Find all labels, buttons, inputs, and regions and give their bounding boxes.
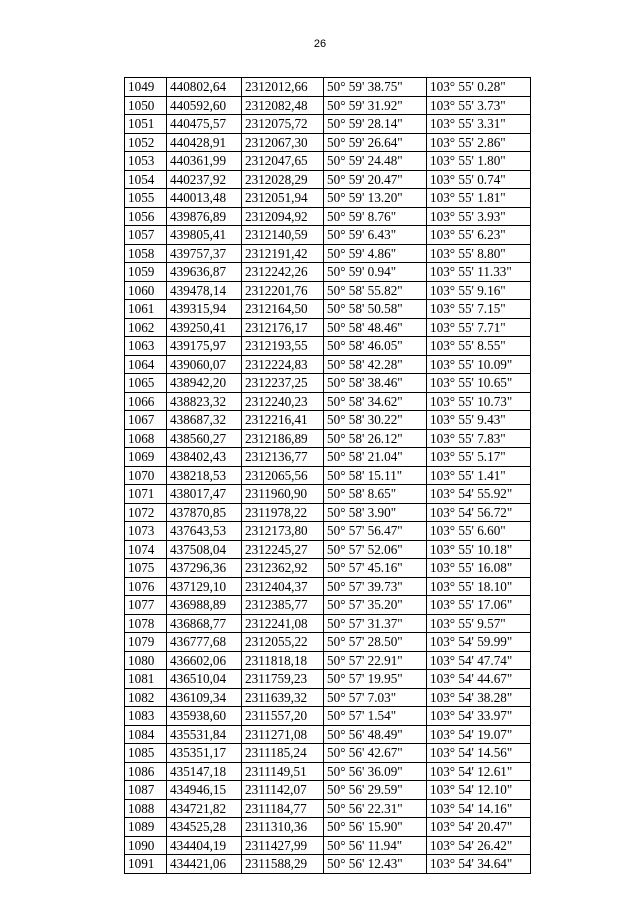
longitude-cell: 103° 55' 11.33"	[427, 263, 531, 282]
latitude-cell: 50° 56' 36.09"	[324, 762, 427, 781]
latitude-cell: 50° 59' 28.14"	[324, 115, 427, 134]
table-row	[125, 133, 531, 152]
x-coordinate-cell: 437643,53	[167, 522, 242, 541]
point-number-cell: 1065	[125, 374, 167, 393]
table-row	[125, 522, 531, 541]
x-coordinate-cell: 439478,14	[167, 281, 242, 300]
point-number-cell: 1077	[125, 596, 167, 615]
x-coordinate-cell: 439060,07	[167, 355, 242, 374]
longitude-cell: 103° 55' 7.71"	[427, 318, 531, 337]
table-row	[125, 799, 531, 818]
table-row	[125, 651, 531, 670]
latitude-cell: 50° 58' 34.62"	[324, 392, 427, 411]
latitude-cell: 50° 59' 31.92"	[324, 96, 427, 115]
latitude-cell: 50° 57' 19.95"	[324, 670, 427, 689]
latitude-cell: 50° 58' 21.04"	[324, 448, 427, 467]
latitude-cell: 50° 57' 28.50"	[324, 633, 427, 652]
y-coordinate-cell: 2312362,92	[242, 559, 324, 578]
latitude-cell: 50° 56' 48.49"	[324, 725, 427, 744]
latitude-cell: 50° 59' 8.76"	[324, 207, 427, 226]
x-coordinate-cell: 439636,87	[167, 263, 242, 282]
longitude-cell: 103° 54' 14.16"	[427, 799, 531, 818]
longitude-cell: 103° 55' 1.80"	[427, 152, 531, 171]
table-row	[125, 670, 531, 689]
table-row	[125, 448, 531, 467]
y-coordinate-cell: 2311184,77	[242, 799, 324, 818]
table-row	[125, 429, 531, 448]
x-coordinate-cell: 436602,06	[167, 651, 242, 670]
longitude-cell: 103° 55' 9.43"	[427, 411, 531, 430]
point-number-cell: 1049	[125, 78, 167, 97]
y-coordinate-cell: 2312385,77	[242, 596, 324, 615]
x-coordinate-cell: 440013,48	[167, 189, 242, 208]
point-number-cell: 1080	[125, 651, 167, 670]
table-row	[125, 707, 531, 726]
x-coordinate-cell: 438823,32	[167, 392, 242, 411]
y-coordinate-cell: 2312245,27	[242, 540, 324, 559]
longitude-cell: 103° 54' 34.64"	[427, 855, 531, 874]
latitude-cell: 50° 57' 31.37"	[324, 614, 427, 633]
latitude-cell: 50° 58' 50.58"	[324, 300, 427, 319]
y-coordinate-cell: 2312012,66	[242, 78, 324, 97]
latitude-cell: 50° 56' 22.31"	[324, 799, 427, 818]
x-coordinate-cell: 439175,97	[167, 337, 242, 356]
x-coordinate-cell: 434721,82	[167, 799, 242, 818]
table-row	[125, 725, 531, 744]
table-row	[125, 337, 531, 356]
point-number-cell: 1091	[125, 855, 167, 874]
table-row	[125, 577, 531, 596]
x-coordinate-cell: 435531,84	[167, 725, 242, 744]
x-coordinate-cell: 435351,17	[167, 744, 242, 763]
point-number-cell: 1086	[125, 762, 167, 781]
y-coordinate-cell: 2312176,17	[242, 318, 324, 337]
latitude-cell: 50° 58' 55.82"	[324, 281, 427, 300]
latitude-cell: 50° 59' 4.86"	[324, 244, 427, 263]
longitude-cell: 103° 55' 8.80"	[427, 244, 531, 263]
longitude-cell: 103° 55' 10.18"	[427, 540, 531, 559]
x-coordinate-cell: 438218,53	[167, 466, 242, 485]
x-coordinate-cell: 438560,27	[167, 429, 242, 448]
table-row	[125, 633, 531, 652]
x-coordinate-cell: 436109,34	[167, 688, 242, 707]
table-row	[125, 170, 531, 189]
y-coordinate-cell: 2312082,48	[242, 96, 324, 115]
table-row	[125, 392, 531, 411]
longitude-cell: 103° 54' 26.42"	[427, 836, 531, 855]
longitude-cell: 103° 55' 10.65"	[427, 374, 531, 393]
longitude-cell: 103° 54' 38.28"	[427, 688, 531, 707]
y-coordinate-cell: 2311978,22	[242, 503, 324, 522]
y-coordinate-cell: 2312094,92	[242, 207, 324, 226]
point-number-cell: 1083	[125, 707, 167, 726]
y-coordinate-cell: 2311759,23	[242, 670, 324, 689]
longitude-cell: 103° 55' 3.31"	[427, 115, 531, 134]
point-number-cell: 1062	[125, 318, 167, 337]
longitude-cell: 103° 55' 6.60"	[427, 522, 531, 541]
y-coordinate-cell: 2312191,42	[242, 244, 324, 263]
x-coordinate-cell: 439250,41	[167, 318, 242, 337]
latitude-cell: 50° 57' 39.73"	[324, 577, 427, 596]
table-row	[125, 374, 531, 393]
longitude-cell: 103° 55' 10.73"	[427, 392, 531, 411]
longitude-cell: 103° 54' 56.72"	[427, 503, 531, 522]
latitude-cell: 50° 57' 1.54"	[324, 707, 427, 726]
latitude-cell: 50° 57' 7.03"	[324, 688, 427, 707]
x-coordinate-cell: 438942,20	[167, 374, 242, 393]
longitude-cell: 103° 55' 16.08"	[427, 559, 531, 578]
longitude-cell: 103° 54' 19.07"	[427, 725, 531, 744]
x-coordinate-cell: 436988,89	[167, 596, 242, 615]
latitude-cell: 50° 57' 56.47"	[324, 522, 427, 541]
y-coordinate-cell: 2311960,90	[242, 485, 324, 504]
x-coordinate-cell: 434421,06	[167, 855, 242, 874]
table-row	[125, 189, 531, 208]
longitude-cell: 103° 54' 47.74"	[427, 651, 531, 670]
y-coordinate-cell: 2312240,23	[242, 392, 324, 411]
table-row	[125, 744, 531, 763]
x-coordinate-cell: 440237,92	[167, 170, 242, 189]
point-number-cell: 1082	[125, 688, 167, 707]
x-coordinate-cell: 434946,15	[167, 781, 242, 800]
longitude-cell: 103° 55' 7.83"	[427, 429, 531, 448]
table-row	[125, 411, 531, 430]
latitude-cell: 50° 59' 13.20"	[324, 189, 427, 208]
y-coordinate-cell: 2312186,89	[242, 429, 324, 448]
longitude-cell: 103° 55' 9.16"	[427, 281, 531, 300]
latitude-cell: 50° 58' 42.28"	[324, 355, 427, 374]
point-number-cell: 1066	[125, 392, 167, 411]
y-coordinate-cell: 2311557,20	[242, 707, 324, 726]
latitude-cell: 50° 57' 35.20"	[324, 596, 427, 615]
x-coordinate-cell: 439757,37	[167, 244, 242, 263]
x-coordinate-cell: 438017,47	[167, 485, 242, 504]
x-coordinate-cell: 440428,91	[167, 133, 242, 152]
point-number-cell: 1072	[125, 503, 167, 522]
table-row	[125, 485, 531, 504]
y-coordinate-cell: 2312140,59	[242, 226, 324, 245]
latitude-cell: 50° 56' 42.67"	[324, 744, 427, 763]
point-number-cell: 1074	[125, 540, 167, 559]
point-number-cell: 1087	[125, 781, 167, 800]
x-coordinate-cell: 440475,57	[167, 115, 242, 134]
y-coordinate-cell: 2311639,32	[242, 688, 324, 707]
x-coordinate-cell: 437296,36	[167, 559, 242, 578]
x-coordinate-cell: 439876,89	[167, 207, 242, 226]
point-number-cell: 1064	[125, 355, 167, 374]
point-number-cell: 1058	[125, 244, 167, 263]
point-number-cell: 1057	[125, 226, 167, 245]
table-row	[125, 688, 531, 707]
point-number-cell: 1061	[125, 300, 167, 319]
latitude-cell: 50° 58' 30.22"	[324, 411, 427, 430]
point-number-cell: 1078	[125, 614, 167, 633]
x-coordinate-cell: 436777,68	[167, 633, 242, 652]
latitude-cell: 50° 56' 15.90"	[324, 818, 427, 837]
point-number-cell: 1060	[125, 281, 167, 300]
point-number-cell: 1073	[125, 522, 167, 541]
y-coordinate-cell: 2311185,24	[242, 744, 324, 763]
longitude-cell: 103° 54' 14.56"	[427, 744, 531, 763]
longitude-cell: 103° 54' 12.10"	[427, 781, 531, 800]
table-row	[125, 762, 531, 781]
x-coordinate-cell: 437129,10	[167, 577, 242, 596]
table-row	[125, 207, 531, 226]
table-row	[125, 540, 531, 559]
y-coordinate-cell: 2311142,07	[242, 781, 324, 800]
longitude-cell: 103° 55' 3.93"	[427, 207, 531, 226]
x-coordinate-cell: 439315,94	[167, 300, 242, 319]
point-number-cell: 1055	[125, 189, 167, 208]
y-coordinate-cell: 2312067,30	[242, 133, 324, 152]
latitude-cell: 50° 59' 6.43"	[324, 226, 427, 245]
point-number-cell: 1050	[125, 96, 167, 115]
longitude-cell: 103° 54' 20.47"	[427, 818, 531, 837]
table-row	[125, 281, 531, 300]
table-row	[125, 614, 531, 633]
table-row	[125, 115, 531, 134]
x-coordinate-cell: 440802,64	[167, 78, 242, 97]
table-row	[125, 466, 531, 485]
point-number-cell: 1079	[125, 633, 167, 652]
page-number: 26	[313, 38, 327, 50]
table-row	[125, 263, 531, 282]
y-coordinate-cell: 2312224,83	[242, 355, 324, 374]
x-coordinate-cell: 439805,41	[167, 226, 242, 245]
point-number-cell: 1089	[125, 818, 167, 837]
y-coordinate-cell: 2312404,37	[242, 577, 324, 596]
table-row	[125, 818, 531, 837]
latitude-cell: 50° 58' 38.46"	[324, 374, 427, 393]
x-coordinate-cell: 436868,77	[167, 614, 242, 633]
y-coordinate-cell: 2311818,18	[242, 651, 324, 670]
longitude-cell: 103° 55' 18.10"	[427, 577, 531, 596]
latitude-cell: 50° 59' 24.48"	[324, 152, 427, 171]
latitude-cell: 50° 57' 45.16"	[324, 559, 427, 578]
x-coordinate-cell: 440361,99	[167, 152, 242, 171]
table-row	[125, 152, 531, 171]
longitude-cell: 103° 55' 0.28"	[427, 78, 531, 97]
longitude-cell: 103° 54' 44.67"	[427, 670, 531, 689]
point-number-cell: 1051	[125, 115, 167, 134]
x-coordinate-cell: 437870,85	[167, 503, 242, 522]
longitude-cell: 103° 55' 7.15"	[427, 300, 531, 319]
latitude-cell: 50° 56' 11.94"	[324, 836, 427, 855]
latitude-cell: 50° 58' 46.05"	[324, 337, 427, 356]
longitude-cell: 103° 55' 8.55"	[427, 337, 531, 356]
point-number-cell: 1054	[125, 170, 167, 189]
table-row	[125, 559, 531, 578]
table-row	[125, 836, 531, 855]
point-number-cell: 1069	[125, 448, 167, 467]
longitude-cell: 103° 55' 17.06"	[427, 596, 531, 615]
latitude-cell: 50° 59' 38.75"	[324, 78, 427, 97]
x-coordinate-cell: 435147,18	[167, 762, 242, 781]
latitude-cell: 50° 59' 0.94"	[324, 263, 427, 282]
table-row	[125, 596, 531, 615]
table-row	[125, 244, 531, 263]
longitude-cell: 103° 55' 10.09"	[427, 355, 531, 374]
latitude-cell: 50° 56' 12.43"	[324, 855, 427, 874]
latitude-cell: 50° 59' 20.47"	[324, 170, 427, 189]
y-coordinate-cell: 2312065,56	[242, 466, 324, 485]
x-coordinate-cell: 438402,43	[167, 448, 242, 467]
y-coordinate-cell: 2312028,29	[242, 170, 324, 189]
y-coordinate-cell: 2312075,72	[242, 115, 324, 134]
coordinates-table-body	[125, 78, 531, 874]
longitude-cell: 103° 55' 6.23"	[427, 226, 531, 245]
y-coordinate-cell: 2312173,80	[242, 522, 324, 541]
point-number-cell: 1063	[125, 337, 167, 356]
latitude-cell: 50° 58' 48.46"	[324, 318, 427, 337]
y-coordinate-cell: 2312193,55	[242, 337, 324, 356]
latitude-cell: 50° 57' 52.06"	[324, 540, 427, 559]
longitude-cell: 103° 55' 1.81"	[427, 189, 531, 208]
point-number-cell: 1081	[125, 670, 167, 689]
longitude-cell: 103° 54' 55.92"	[427, 485, 531, 504]
y-coordinate-cell: 2312201,76	[242, 281, 324, 300]
latitude-cell: 50° 58' 15.11"	[324, 466, 427, 485]
x-coordinate-cell: 434525,28	[167, 818, 242, 837]
y-coordinate-cell: 2311588,29	[242, 855, 324, 874]
y-coordinate-cell: 2312051,94	[242, 189, 324, 208]
longitude-cell: 103° 55' 9.57"	[427, 614, 531, 633]
x-coordinate-cell: 434404,19	[167, 836, 242, 855]
y-coordinate-cell: 2311149,51	[242, 762, 324, 781]
latitude-cell: 50° 56' 29.59"	[324, 781, 427, 800]
y-coordinate-cell: 2312242,26	[242, 263, 324, 282]
table-row	[125, 781, 531, 800]
longitude-cell: 103° 55' 3.73"	[427, 96, 531, 115]
point-number-cell: 1070	[125, 466, 167, 485]
y-coordinate-cell: 2312136,77	[242, 448, 324, 467]
point-number-cell: 1090	[125, 836, 167, 855]
point-number-cell: 1052	[125, 133, 167, 152]
y-coordinate-cell: 2312055,22	[242, 633, 324, 652]
x-coordinate-cell: 438687,32	[167, 411, 242, 430]
table-row	[125, 78, 531, 97]
longitude-cell: 103° 55' 0.74"	[427, 170, 531, 189]
longitude-cell: 103° 55' 1.41"	[427, 466, 531, 485]
x-coordinate-cell: 437508,04	[167, 540, 242, 559]
longitude-cell: 103° 55' 5.17"	[427, 448, 531, 467]
point-number-cell: 1059	[125, 263, 167, 282]
table-row	[125, 96, 531, 115]
point-number-cell: 1075	[125, 559, 167, 578]
point-number-cell: 1056	[125, 207, 167, 226]
point-number-cell: 1088	[125, 799, 167, 818]
x-coordinate-cell: 436510,04	[167, 670, 242, 689]
table-row	[125, 503, 531, 522]
point-number-cell: 1053	[125, 152, 167, 171]
table-row	[125, 355, 531, 374]
point-number-cell: 1068	[125, 429, 167, 448]
latitude-cell: 50° 57' 22.91"	[324, 651, 427, 670]
point-number-cell: 1084	[125, 725, 167, 744]
longitude-cell: 103° 54' 33.97"	[427, 707, 531, 726]
longitude-cell: 103° 54' 12.61"	[427, 762, 531, 781]
latitude-cell: 50° 58' 3.90"	[324, 503, 427, 522]
point-number-cell: 1071	[125, 485, 167, 504]
y-coordinate-cell: 2311310,36	[242, 818, 324, 837]
y-coordinate-cell: 2311427,99	[242, 836, 324, 855]
table-row	[125, 300, 531, 319]
point-number-cell: 1076	[125, 577, 167, 596]
y-coordinate-cell: 2312047,65	[242, 152, 324, 171]
x-coordinate-cell: 440592,60	[167, 96, 242, 115]
table-row	[125, 318, 531, 337]
y-coordinate-cell: 2312237,25	[242, 374, 324, 393]
y-coordinate-cell: 2311271,08	[242, 725, 324, 744]
table-row	[125, 855, 531, 874]
longitude-cell: 103° 54' 59.99"	[427, 633, 531, 652]
latitude-cell: 50° 59' 26.64"	[324, 133, 427, 152]
latitude-cell: 50° 58' 26.12"	[324, 429, 427, 448]
y-coordinate-cell: 2312241,08	[242, 614, 324, 633]
y-coordinate-cell: 2312164,50	[242, 300, 324, 319]
latitude-cell: 50° 58' 8.65"	[324, 485, 427, 504]
coordinates-table	[124, 77, 531, 874]
point-number-cell: 1085	[125, 744, 167, 763]
point-number-cell: 1067	[125, 411, 167, 430]
table-row	[125, 226, 531, 245]
longitude-cell: 103° 55' 2.86"	[427, 133, 531, 152]
y-coordinate-cell: 2312216,41	[242, 411, 324, 430]
x-coordinate-cell: 435938,60	[167, 707, 242, 726]
